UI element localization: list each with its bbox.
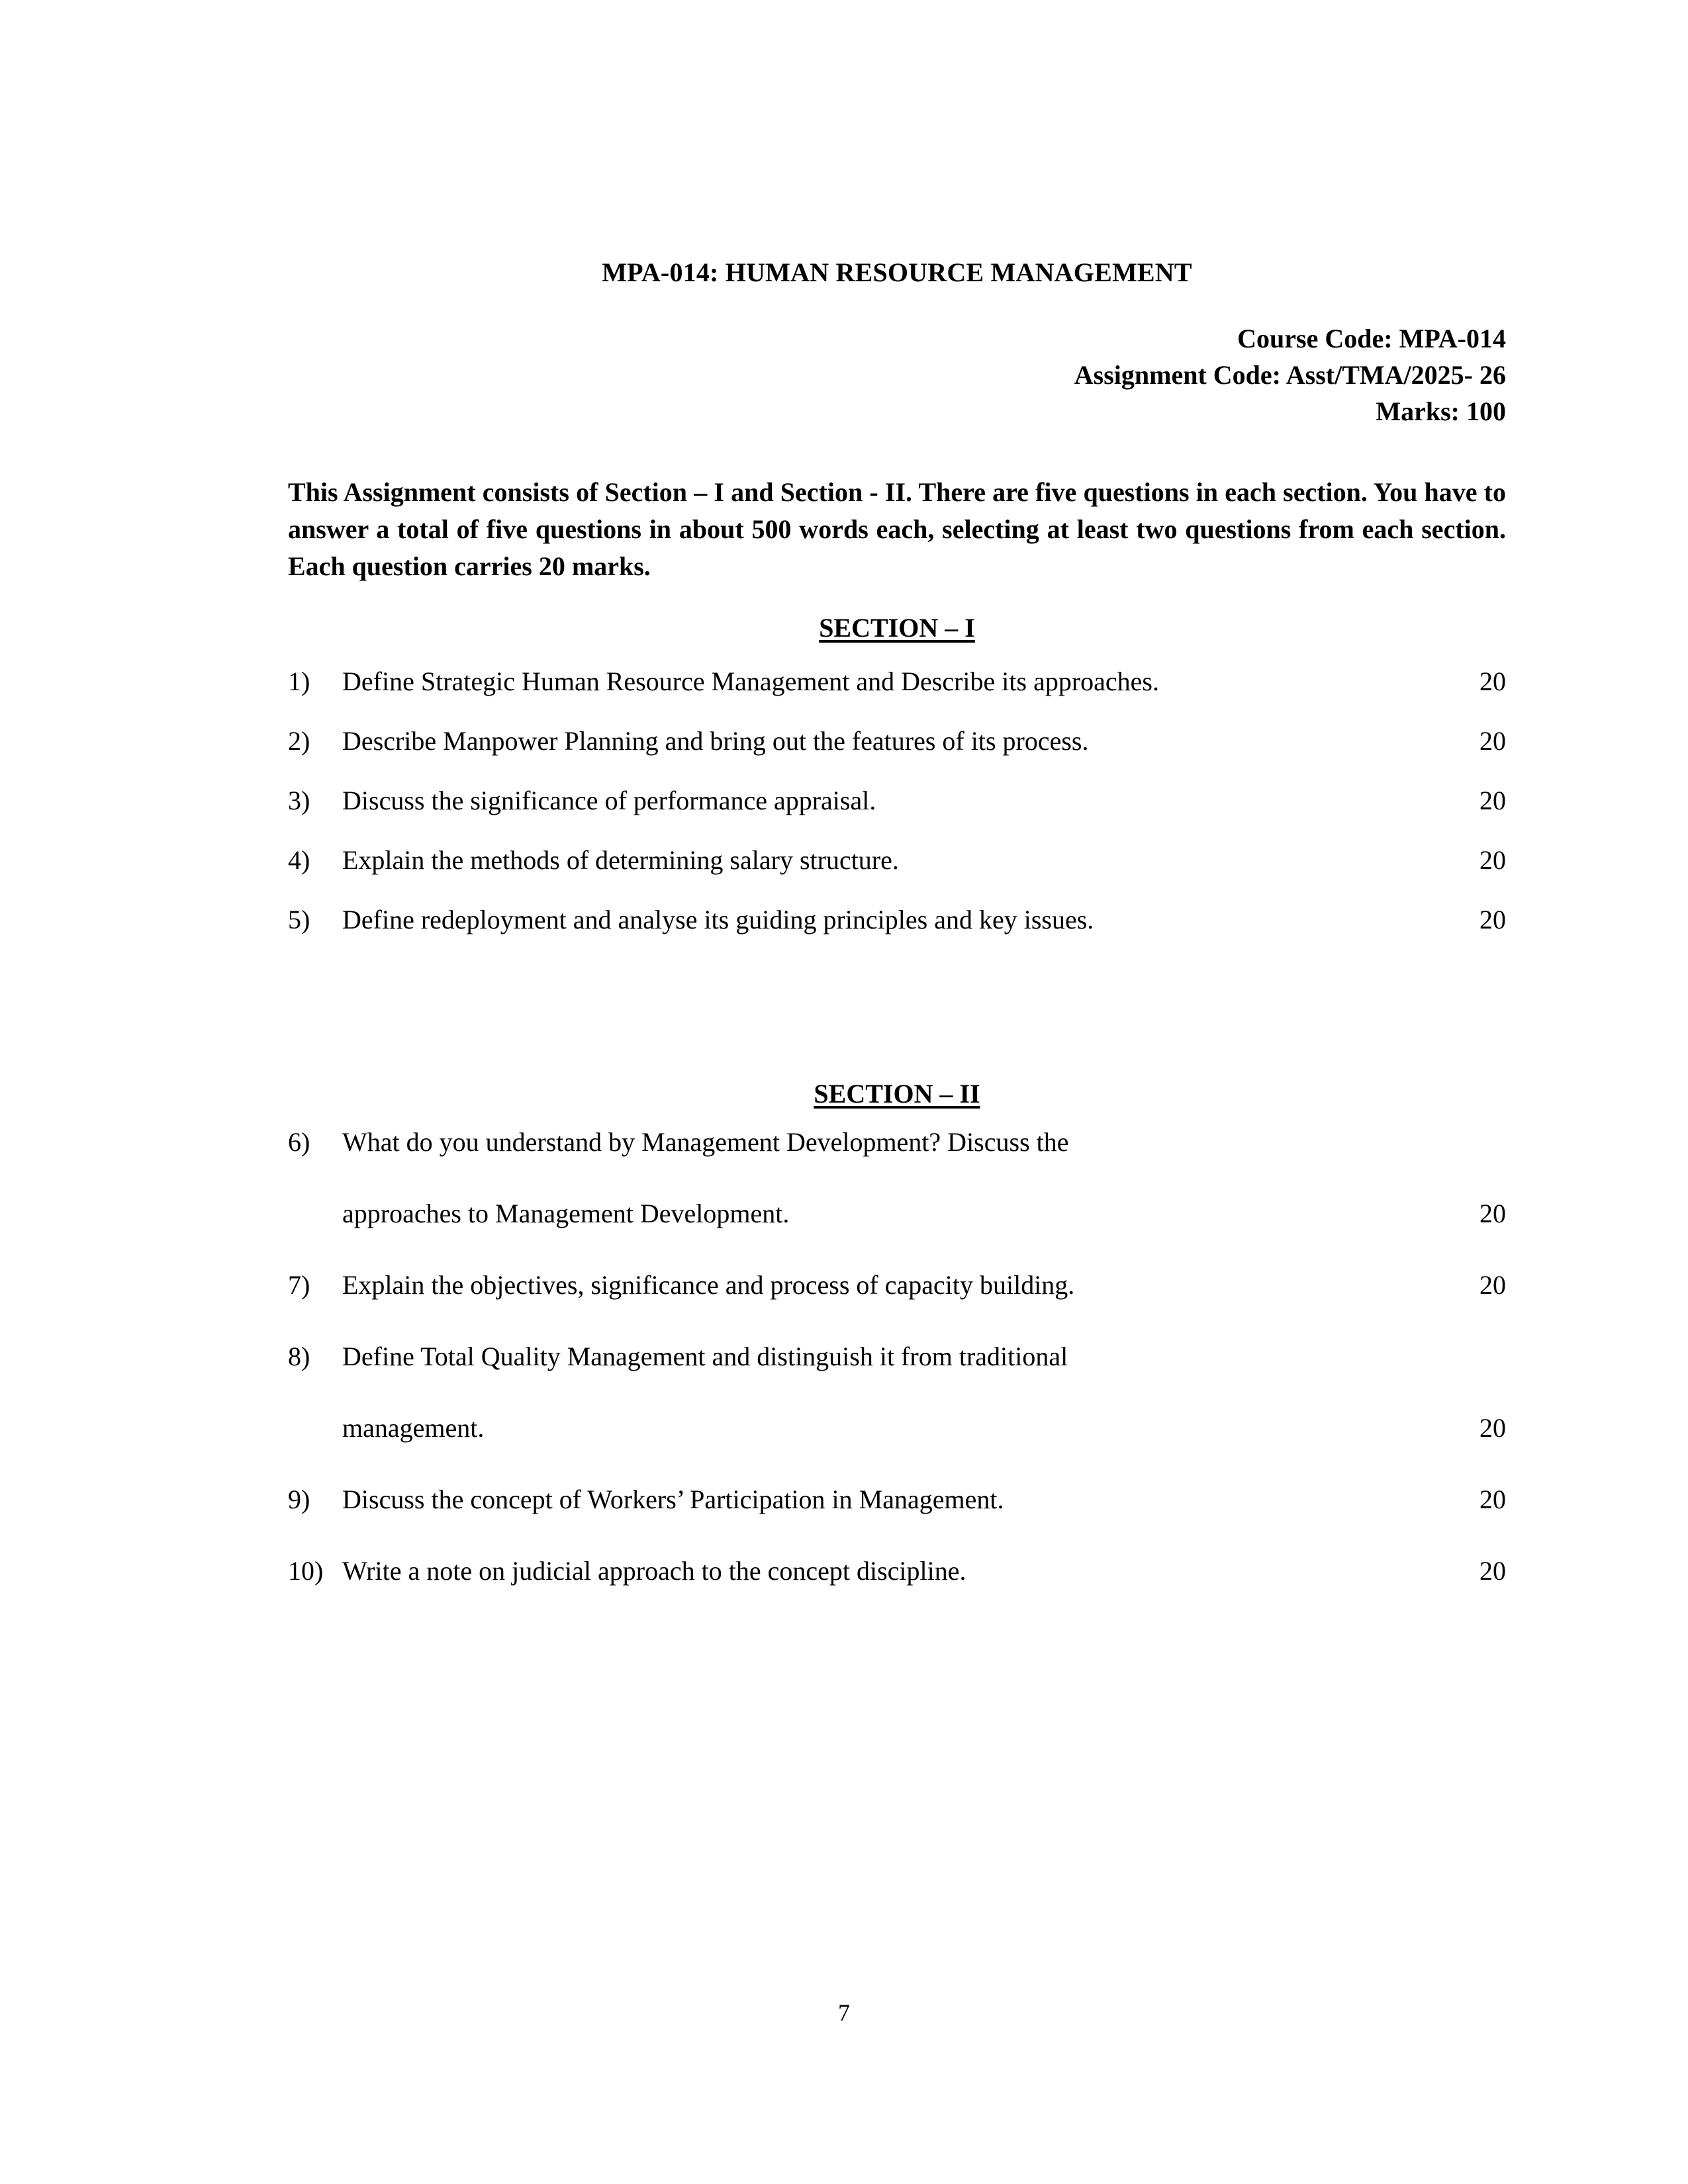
section-heading-1 [288, 612, 1506, 644]
question-list-section-1 [288, 668, 1506, 962]
question-item [288, 1486, 1506, 1553]
question-text-continued: management. [342, 1412, 485, 1443]
question-marks: 20 [1479, 1269, 1506, 1300]
question-number: 5) [288, 904, 310, 934]
question-item [288, 727, 1506, 783]
course-code: Course Code: MPA-014 [1237, 324, 1506, 353]
question-marks: 20 [1479, 1484, 1506, 1514]
page-title: MPA-014: HUMAN RESOURCE MANAGEMENT [602, 257, 1192, 287]
question-item [288, 1557, 1506, 1625]
question-marks: 20 [1479, 725, 1506, 756]
question-text: Define Total Quality Management and distinguish it from traditional [342, 1341, 1068, 1371]
assignment-code: Assignment Code: Asst/TMA/2025- 26 [1074, 360, 1506, 390]
question-text: Discuss the significance of performance appraisal. [342, 785, 876, 815]
assignment-instructions: This Assignment consists of Section – I and Section - II. There are five questions in each section. You have to answer a total of five questions in about 500 words each, selecting at least two questions from each section. Each question carries 20 marks. [288, 477, 1506, 582]
question-number: 3) [288, 785, 310, 815]
section-heading-2-label: SECTION – II [814, 1078, 980, 1109]
question-number: 6) [288, 1126, 310, 1157]
total-marks: Marks: 100 [1376, 396, 1506, 427]
question-item [288, 668, 1506, 723]
question-number: 4) [288, 844, 310, 875]
section-heading-1-label: SECTION – I [819, 612, 975, 643]
question-item [288, 1343, 1506, 1410]
page-content [288, 0, 1506, 1629]
question-item [288, 787, 1506, 842]
page-number: 7 [838, 1999, 850, 2026]
question-item [288, 846, 1506, 902]
question-text: Define redeployment and analyse its guiding principles and key issues. [342, 904, 1094, 934]
question-marks: 20 [1479, 666, 1506, 696]
question-text: Explain the methods of determining salary structure. [342, 844, 899, 875]
question-text-continued: approaches to Management Development. [342, 1198, 790, 1228]
assignment-header-block [288, 320, 1506, 430]
question-marks: 20 [1479, 1555, 1506, 1586]
question-marks: 20 [1479, 904, 1506, 934]
question-number: 2) [288, 725, 310, 756]
question-text: Discuss the concept of Workers’ Participation in Management. [342, 1484, 1004, 1514]
question-text: Write a note on judicial approach to the concept discipline. [342, 1555, 966, 1586]
question-number: 10) [288, 1555, 324, 1586]
question-list-section-2 [288, 1128, 1506, 1625]
question-marks: 20 [1479, 1198, 1506, 1228]
question-item [288, 1271, 1506, 1339]
question-item [288, 906, 1506, 962]
question-item [288, 1128, 1506, 1196]
question-text: Describe Manpower Planning and bring out the features of its process. [342, 725, 1089, 756]
question-number: 1) [288, 666, 310, 696]
question-text: Explain the objectives, significance and process of capacity building. [342, 1269, 1075, 1300]
question-number: 7) [288, 1269, 310, 1300]
question-text: Define Strategic Human Resource Management and Describe its approaches. [342, 666, 1159, 696]
question-item-continuation [288, 1414, 1506, 1482]
section-heading-2 [288, 1078, 1506, 1110]
question-item-continuation [288, 1200, 1506, 1267]
question-marks: 20 [1479, 844, 1506, 875]
question-marks: 20 [1479, 1412, 1506, 1443]
question-text: What do you understand by Management Development? Discuss the [342, 1126, 1069, 1157]
question-number: 8) [288, 1341, 310, 1371]
question-number: 9) [288, 1484, 310, 1514]
question-marks: 20 [1479, 785, 1506, 815]
